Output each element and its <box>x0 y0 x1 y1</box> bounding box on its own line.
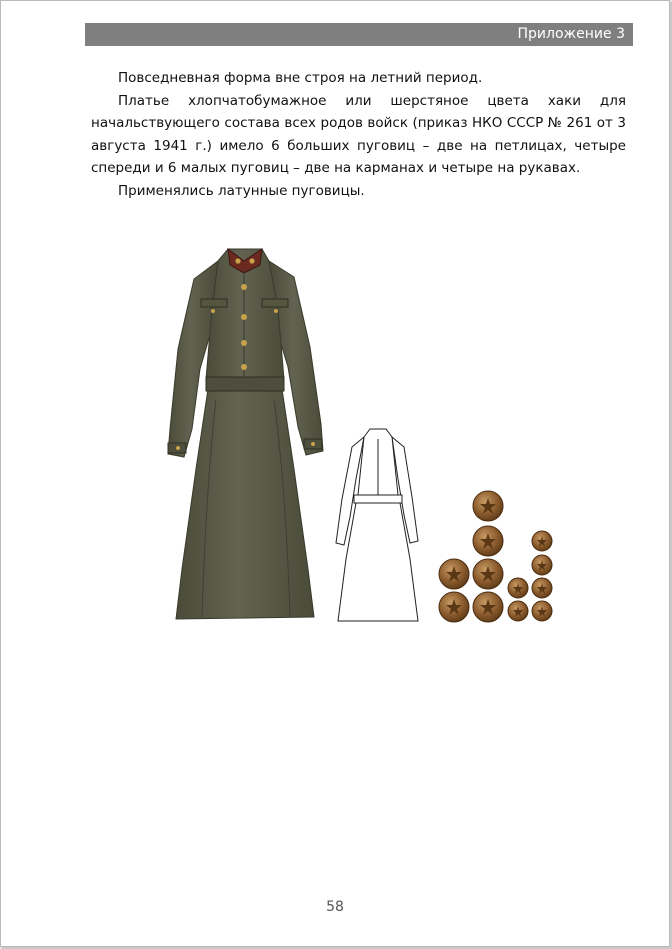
dress-back-outline <box>336 429 418 621</box>
appendix-header-bar <box>85 23 633 46</box>
appendix-label: Приложение 3 <box>517 26 625 42</box>
khaki-dress <box>168 249 323 619</box>
paragraph-2: Платье хлопчатобумажное или шерстяное цвета хаки для начальствующего состава всех родов войск (приказ НКО СССР № 261 от 3 августа 1941 г.) имело 6 больших пуговиц – две на петлицах, четыре спереди и 6 малых пуговиц – две на карманах и четыре на рукавах. <box>91 92 626 176</box>
brass-buttons-set <box>439 491 552 622</box>
page-number: 58 <box>326 899 344 915</box>
body-text <box>91 67 626 202</box>
paragraph-3: Применялись латунные пуговицы. <box>118 182 365 199</box>
uniform-illustration <box>156 239 576 649</box>
paragraph-1: Повседневная форма вне строя на летний период. <box>118 70 483 86</box>
uniform-illustration-svg <box>156 239 576 649</box>
